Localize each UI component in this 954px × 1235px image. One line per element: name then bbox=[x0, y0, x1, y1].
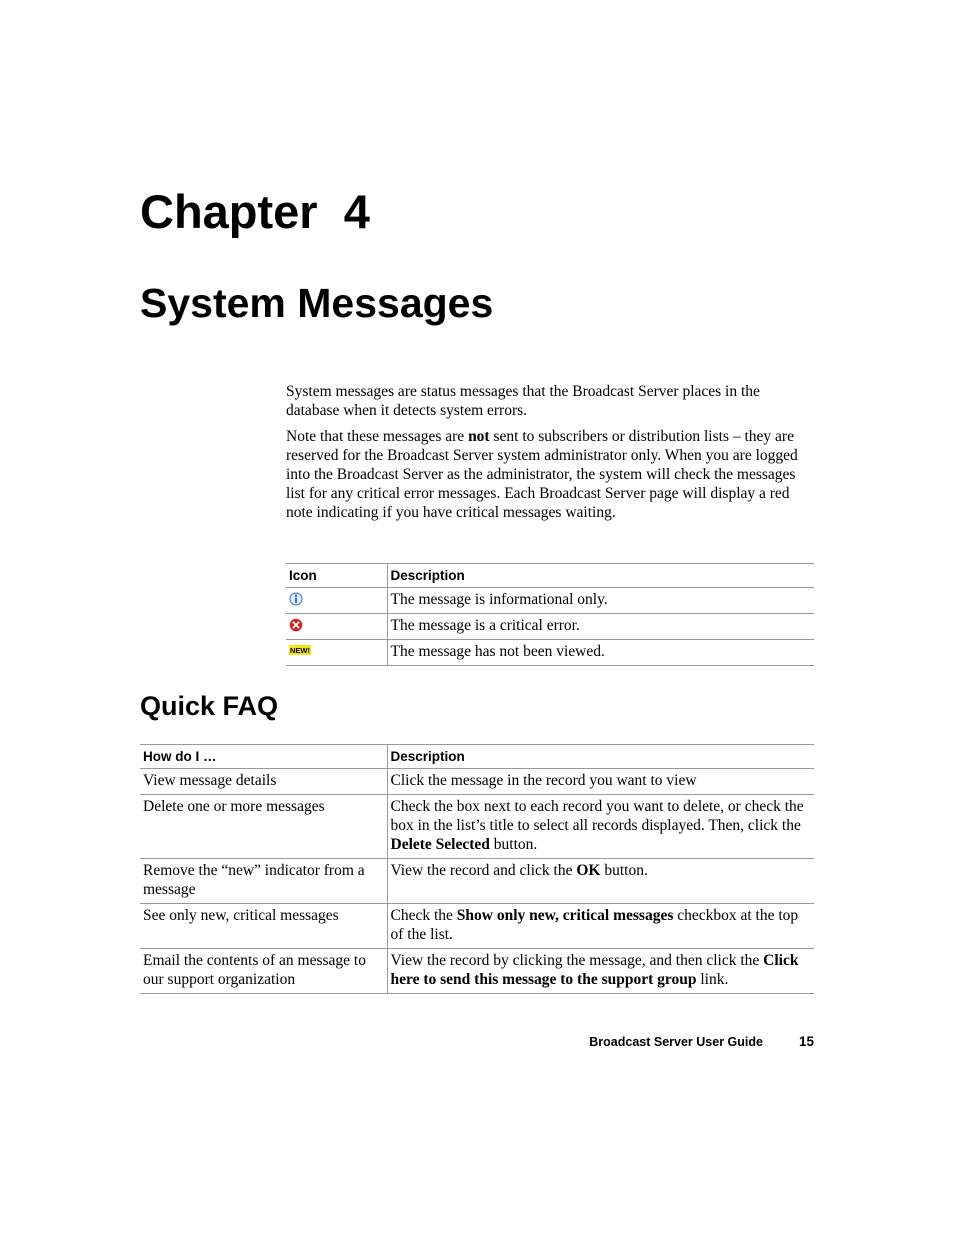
page-footer bbox=[0, 1033, 814, 1051]
faq-answer: Check the box next to each record you want to delete, or check the box in the list’s title to select all records displayed. Then, click the Delete Selected button. bbox=[387, 795, 814, 859]
chapter-label: Chapter 4 bbox=[140, 185, 370, 238]
column-header-icon: Icon bbox=[289, 568, 317, 583]
chapter-title: System Messages bbox=[140, 280, 494, 326]
table-header-row bbox=[286, 564, 814, 588]
table-header-row bbox=[140, 745, 814, 769]
page-number: 15 bbox=[798, 1034, 814, 1049]
footer-guide-title: Broadcast Server User Guide bbox=[589, 1035, 763, 1049]
table-row bbox=[140, 769, 814, 795]
intro-text bbox=[286, 382, 816, 529]
table-row bbox=[286, 588, 814, 614]
column-header-description: Description bbox=[387, 564, 814, 588]
table-row bbox=[140, 904, 814, 949]
faq-table bbox=[140, 744, 814, 994]
icon-description: The message is a critical error. bbox=[387, 614, 814, 640]
faq-answer: View the record and click the OK button. bbox=[387, 859, 814, 904]
faq-heading: Quick FAQ bbox=[140, 691, 279, 721]
table-row bbox=[140, 859, 814, 904]
icon-table bbox=[286, 563, 814, 666]
table-row bbox=[140, 949, 814, 994]
new-badge-icon bbox=[289, 644, 311, 656]
info-icon bbox=[289, 592, 303, 606]
new-badge-text: NEW! bbox=[290, 646, 310, 655]
table-row bbox=[140, 795, 814, 859]
table-row bbox=[286, 614, 814, 640]
faq-question: Remove the “new” indicator from a message bbox=[143, 862, 365, 898]
column-header-description: Description bbox=[387, 745, 814, 769]
faq-question: Delete one or more messages bbox=[143, 798, 325, 815]
intro-paragraph-1: System messages are status messages that the Broadcast Server places in the database when it detects system errors. bbox=[286, 383, 760, 419]
faq-answer: Click the message in the record you want to view bbox=[387, 769, 814, 795]
critical-error-icon bbox=[289, 618, 303, 632]
table-row bbox=[286, 640, 814, 666]
intro-paragraph-2: Note that these messages are not sent to subscribers or distribution lists – they are reserved for the Broadcast Server system administrator only. When you are logged into the Broadcast Server as the administrator, the system will check the messages list for any critical error messages. Each Broadcast Server page will display a red note indicating if you have critical messages waiting. bbox=[286, 428, 798, 521]
column-header-question: How do I … bbox=[143, 749, 217, 764]
faq-answer: View the record by clicking the message, and then click the Click here to send this message to the support group link. bbox=[387, 949, 814, 994]
faq-question: View message details bbox=[143, 772, 277, 789]
icon-description: The message has not been viewed. bbox=[387, 640, 814, 666]
faq-question: See only new, critical messages bbox=[143, 907, 339, 924]
faq-answer: Check the Show only new, critical messages checkbox at the top of the list. bbox=[387, 904, 814, 949]
faq-question: Email the contents of an message to our support organization bbox=[143, 952, 366, 988]
icon-description: The message is informational only. bbox=[387, 588, 814, 614]
